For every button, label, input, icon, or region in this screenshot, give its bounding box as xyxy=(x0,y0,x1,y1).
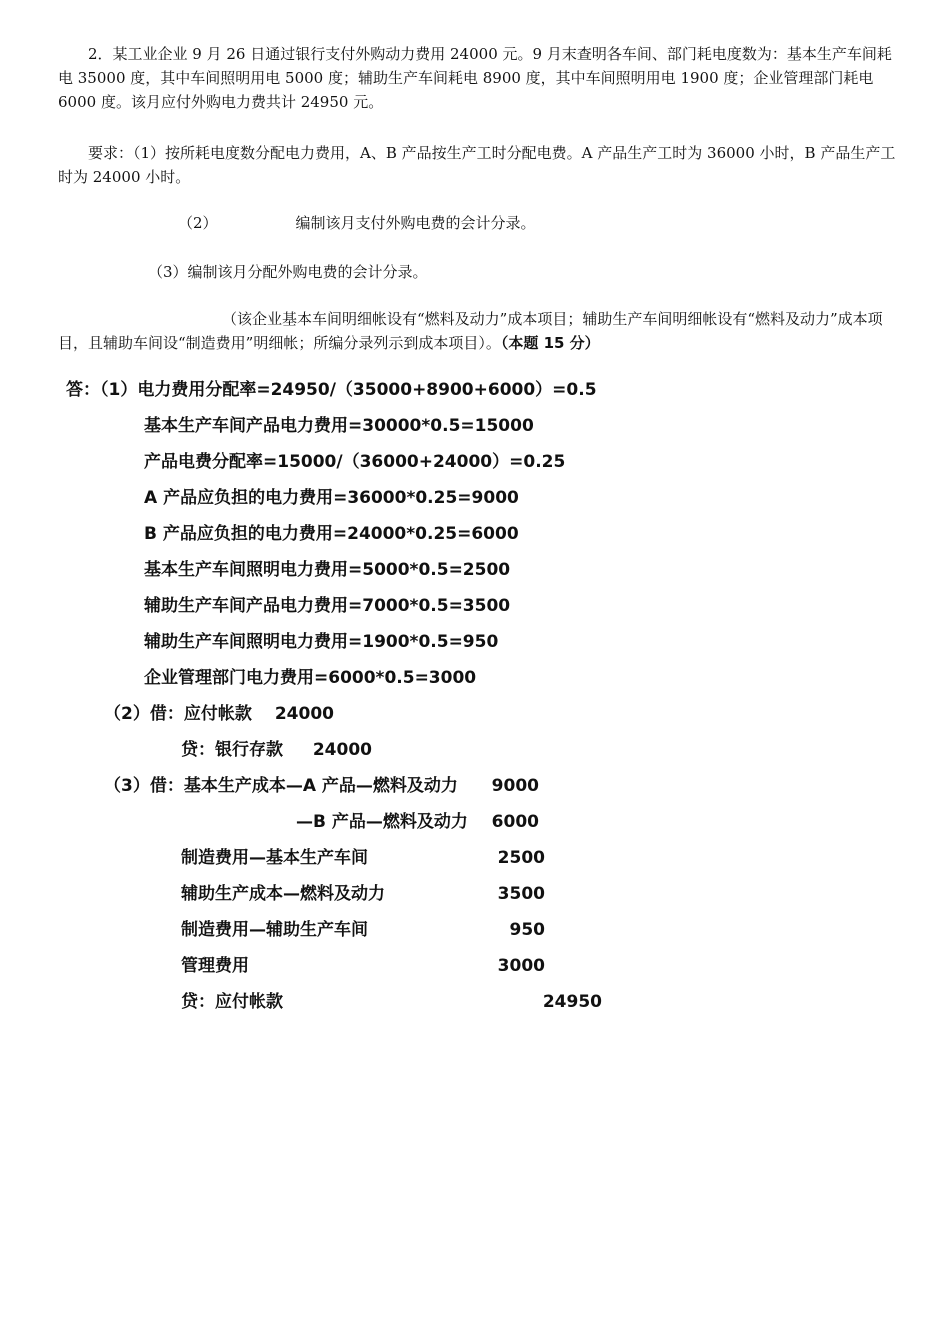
question-note xyxy=(58,307,903,355)
question-paragraph-1: 2．某工业企业 9 月 26 日通过银行支付外购动力费用 24000 元。9 月末查明各车间、部门耗电度数为：基本生产车间耗电 35000 度，其中车间照明用电 5000 度；辅助生产车间耗电 8900 度，其中车间照明用电 1900 度；企业管理部门耗电 6000 度。该月应付外购电力费共计 24950 元。 xyxy=(58,45,892,111)
entry3-row: 制造费用—基本生产车间 xyxy=(181,848,368,868)
answer-intro: 答：（1）电力费用分配率=24950/（35000+8900+6000）=0.5 xyxy=(66,380,597,400)
answer-line: 辅助生产车间照明电力费用=1900*0.5=950 xyxy=(144,632,499,652)
entry3-row: —B 产品—燃料及动力 xyxy=(296,812,468,832)
requirement-2-text: 编制该月支付外购电费的会计分录。 xyxy=(295,214,536,232)
entry3-row: 辅助生产成本—燃料及动力 xyxy=(181,884,385,904)
entry2-credit-label: 贷：银行存款 xyxy=(181,740,283,760)
entry3-amount: 9000 xyxy=(491,776,539,796)
answer-line: 企业管理部门电力费用=6000*0.5=3000 xyxy=(144,668,477,688)
question-requirement-3: （3）编制该月分配外购电费的会计分录。 xyxy=(148,263,428,281)
entry2-debit-amount: 24000 xyxy=(274,704,334,724)
entry3-amount: 6000 xyxy=(491,812,539,832)
answer-line: 辅助生产车间产品电力费用=7000*0.5=3500 xyxy=(144,596,511,616)
entry3-amount: 950 xyxy=(509,920,545,940)
entry2-debit-label: （2）借：应付帐款 xyxy=(104,704,252,724)
answer-line: 产品电费分配率=15000/（36000+24000）=0.25 xyxy=(144,452,566,472)
answer-line: 基本生产车间照明电力费用=5000*0.5=2500 xyxy=(144,560,511,580)
entry3-row: 制造费用—辅助生产车间 xyxy=(181,920,368,940)
entry3-row: （3）借：基本生产成本—A 产品—燃料及动力 xyxy=(104,776,458,796)
entry3-credit-amount: 24950 xyxy=(542,992,602,1012)
question-requirement-1: 要求：（1）按所耗电度数分配电力费用，A、B 产品按生产工时分配电费。A 产品生产工时为 36000 小时，B 产品生产工时为 24000 小时。 xyxy=(58,144,896,186)
note-text: （该企业基本车间明细帐设有“燃料及动力”成本项目；辅助生产车间明细帐设有“燃料及动力”成本项目，且辅助车间设“制造费用”明细帐；所编分录列示到成本项目）。 xyxy=(58,310,883,352)
requirement-2-number: （2） xyxy=(178,214,218,232)
entry3-amount: 3500 xyxy=(497,884,545,904)
answer-line: 基本生产车间产品电力费用=30000*0.5=15000 xyxy=(144,416,534,436)
entry3-row: 管理费用 xyxy=(181,956,249,976)
answer-line: B 产品应负担的电力费用=24000*0.25=6000 xyxy=(144,524,519,544)
score-label: （本题 15 分） xyxy=(500,334,600,352)
entry3-amount: 2500 xyxy=(497,848,545,868)
answer-line: A 产品应负担的电力费用=36000*0.25=9000 xyxy=(144,488,519,508)
question-requirement-2 xyxy=(178,212,536,233)
entry3-credit-label: 贷：应付帐款 xyxy=(181,992,283,1012)
entry2-credit-amount: 24000 xyxy=(312,740,372,760)
entry3-amount: 3000 xyxy=(497,956,545,976)
